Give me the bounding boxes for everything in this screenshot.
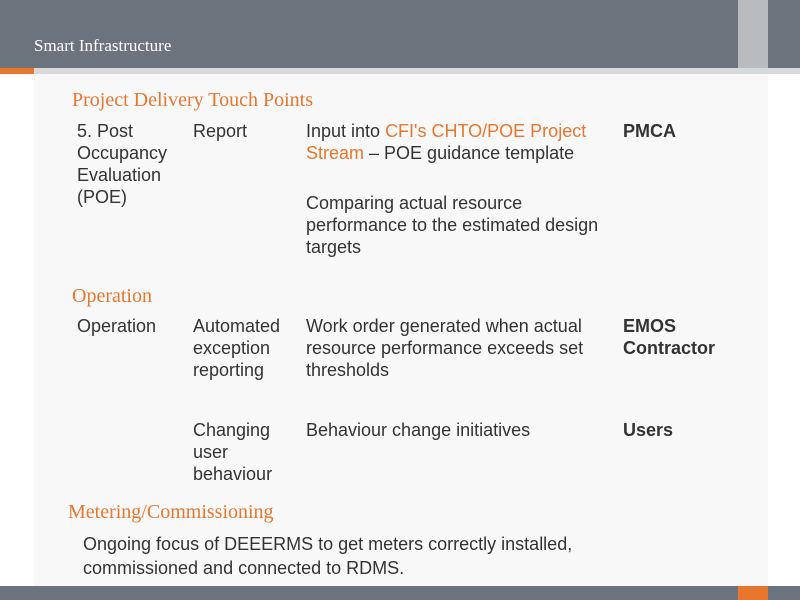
description-cell-work-order: Work order generated when actual resource performance exceeds set thresholds (306, 316, 584, 380)
owner-cell-pmca: PMCA (623, 121, 676, 141)
description-cell-behaviour-change: Behaviour change initiatives (306, 420, 531, 440)
section-title-metering: Metering/Commissioning (68, 501, 274, 523)
slide-footer (0, 586, 800, 600)
header-orange-tick (0, 68, 34, 74)
owner-cell-users: Users (623, 420, 674, 440)
footer-accent-block (738, 586, 768, 600)
activity-cell-automated-reporting: Automated exception reporting (193, 316, 281, 380)
section-title-project-delivery: Project Delivery Touch Points (72, 89, 313, 111)
activity-cell-report: Report (193, 121, 248, 141)
right-margin-strip (768, 74, 800, 586)
slide-header (0, 0, 800, 68)
section-title-operation: Operation (72, 285, 152, 307)
activity-cell-user-behaviour: Changing user behaviour (193, 420, 273, 484)
description-cell-poe-input (306, 120, 606, 164)
header-accent-block (738, 0, 768, 68)
metering-description: Ongoing focus of DEEERMS to get meters correctly installed, commissioned and connected to RDMS. (83, 534, 573, 578)
description-prefix: Input into (306, 121, 386, 141)
slide-title: Smart Infrastructure (34, 36, 172, 55)
description-cell-poe-compare: Comparing actual resource performance to the estimated design targets (306, 193, 599, 257)
stage-cell-poe: 5. Post Occupancy Evaluation (POE) (77, 121, 168, 207)
stage-cell-operation: Operation (77, 316, 157, 336)
cfi-project-stream-link[interactable]: CFI's CHTO/POE Project Stream (306, 121, 587, 163)
owner-cell-emos-contractor: EMOS Contractor (623, 316, 716, 358)
description-suffix: – POE guidance template (364, 143, 575, 163)
